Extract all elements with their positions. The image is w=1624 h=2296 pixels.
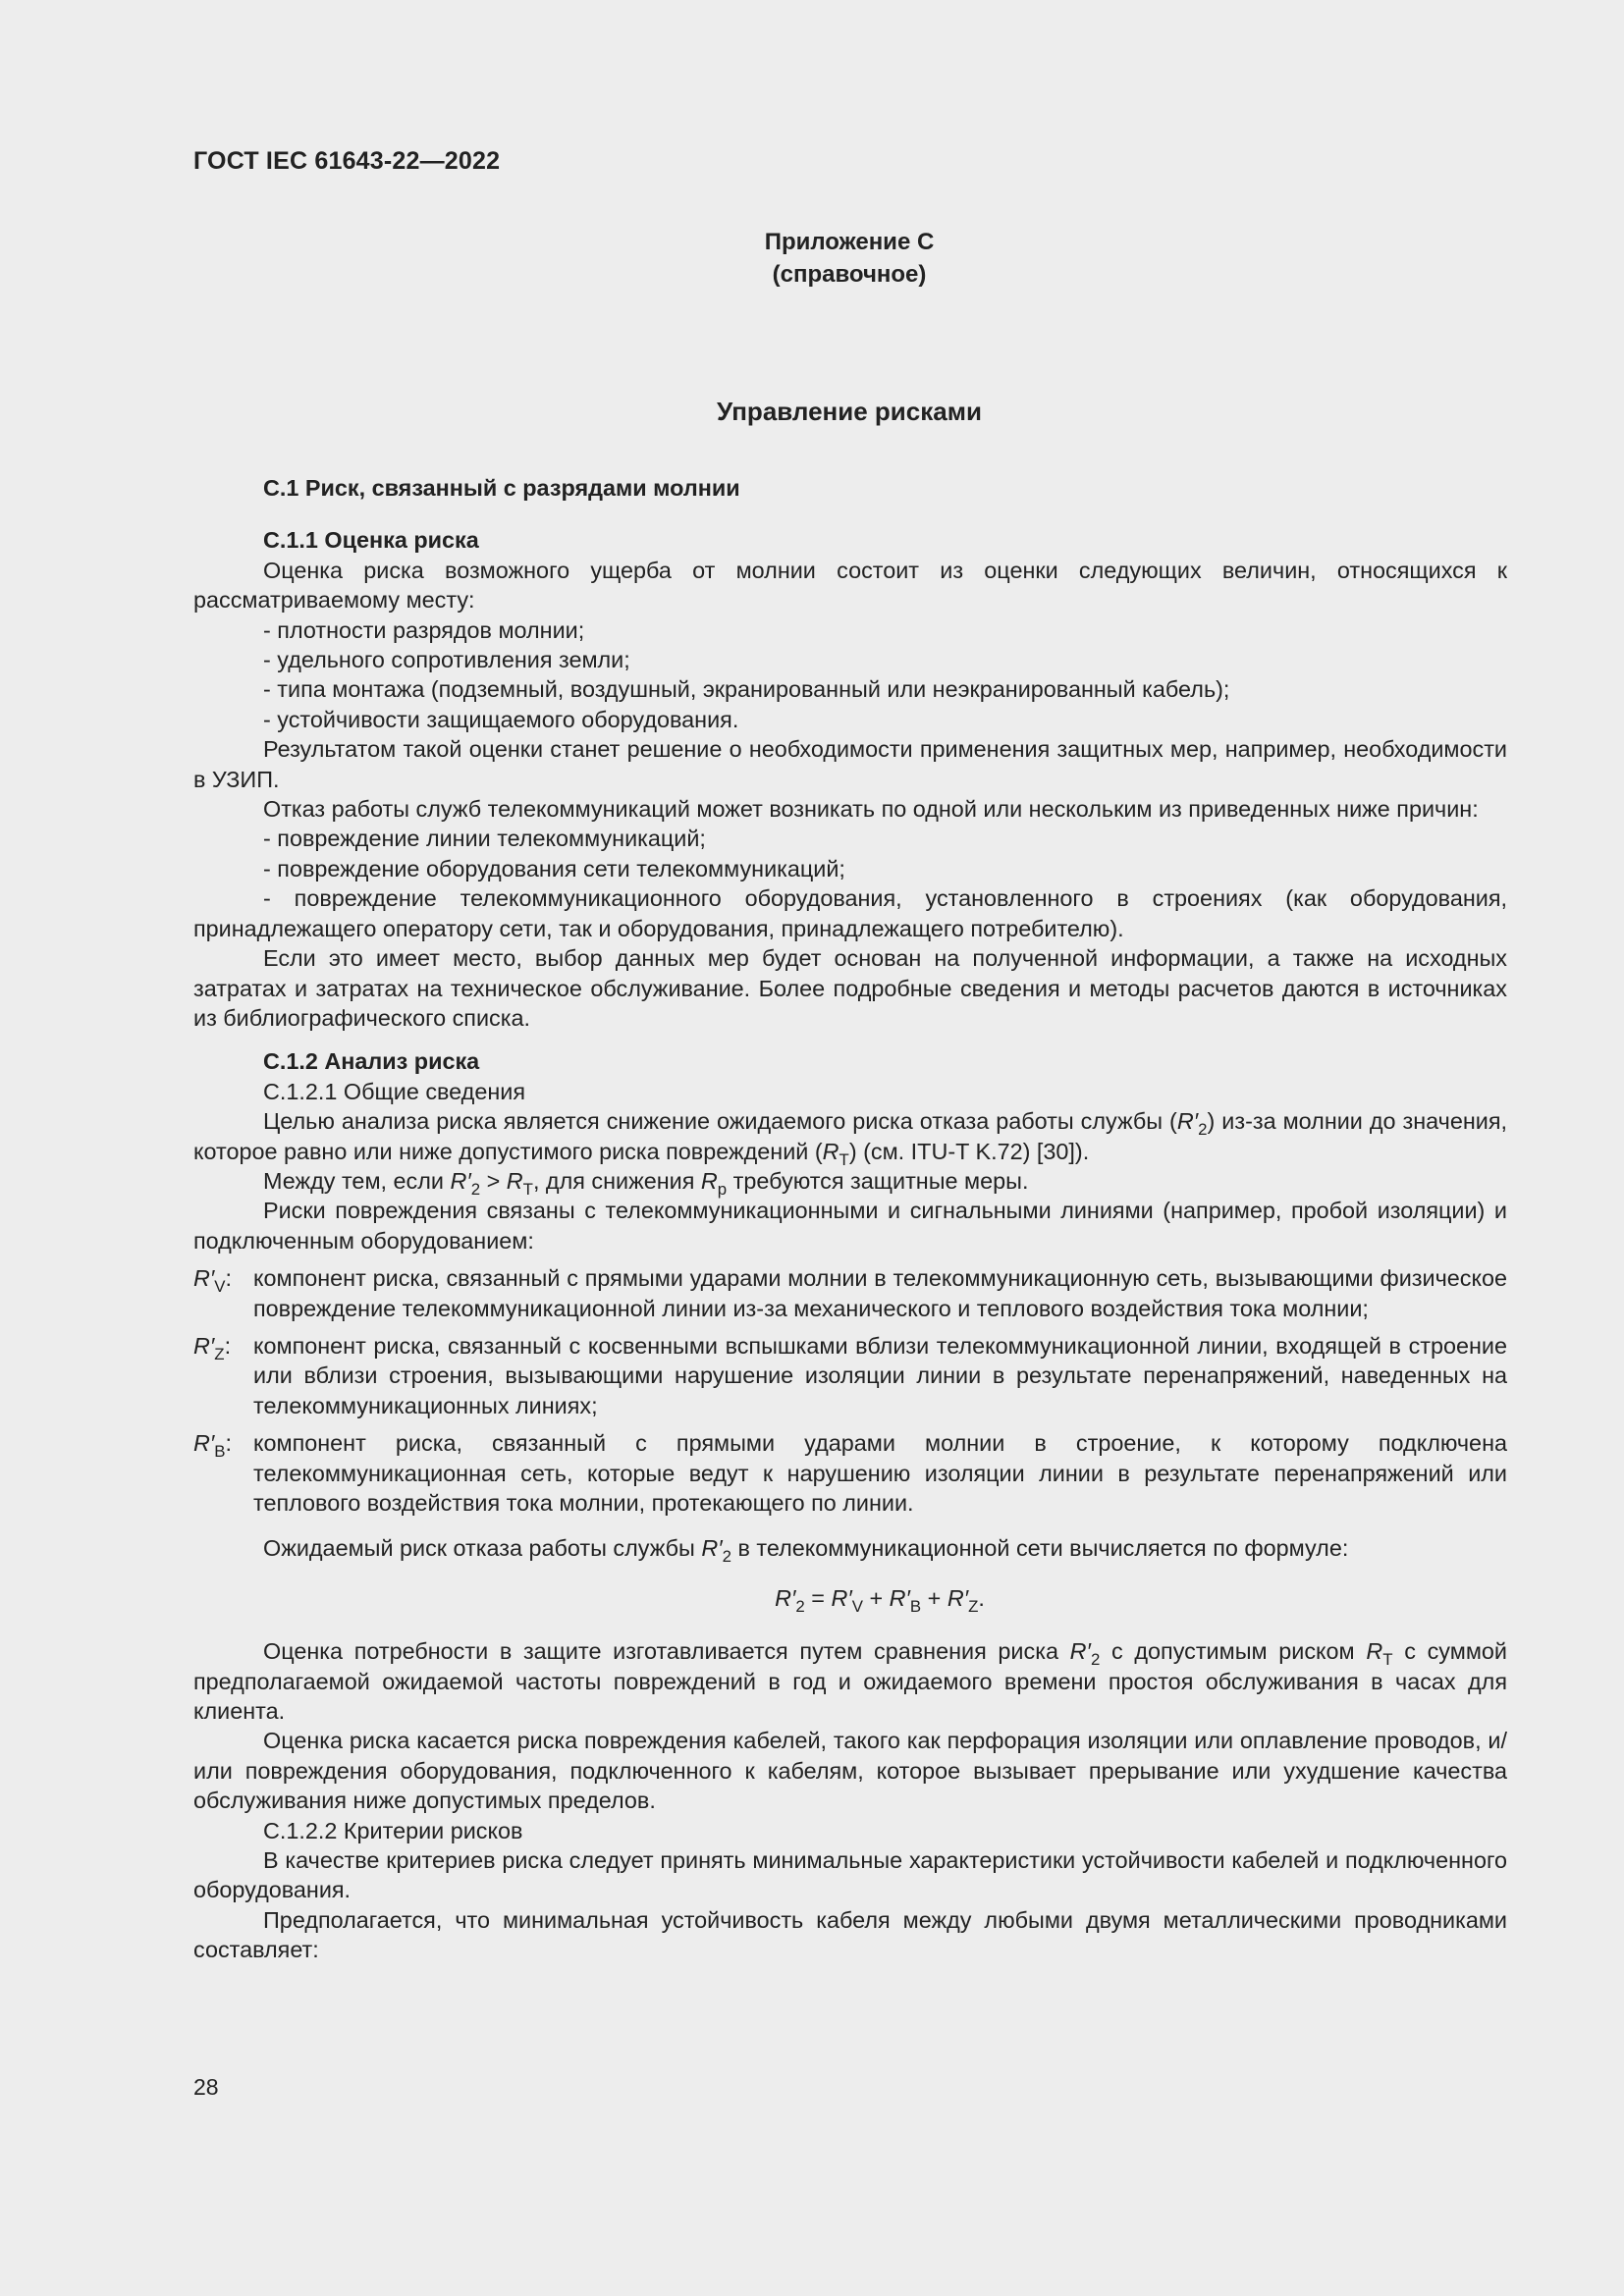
- definition-symbol: $R'_B$:: [193, 1430, 233, 1462]
- list-item: - повреждение телекоммуникационного оборудования, установленного в строениях (как оборудования, принадлежащего оператору сети, так и оборудования, принадлежащего потребителю).: [193, 885, 1507, 941]
- paragraph: Если это имеет место, выбор данных мер будет основан на полученной информации, а также на исходных затратах и затратах на техническое обслуживание. Более подробные сведения и методы расчетов даются в источниках из библиографического списка.: [193, 945, 1507, 1031]
- page-number: 28: [193, 2074, 219, 2100]
- section-c121-title: С.1.2.1 Общие сведения: [263, 1078, 525, 1104]
- list-item: - плотности разрядов молнии;: [263, 616, 585, 643]
- paragraph: Оценка потребности в защите изготавливается путем сравнения риска $R'_2$ с допустимым риском $R_T$ с суммой предполагаемой ожидаемой частоты повреждений в год и ожидаемого времени простоя обслуживания в часах для клиента.: [193, 1638, 1507, 1725]
- paragraph: Результатом такой оценки станет решение о необходимости применения защитных мер, например, необходимости в УЗИП.: [193, 736, 1507, 792]
- annex-label: Приложение С: [764, 229, 935, 255]
- paragraph: Риски повреждения связаны с телекоммуникационными и сигнальными линиями (например, пробой изоляции) и подключенным оборудованием:: [193, 1198, 1507, 1254]
- paragraph: Оценка риска касается риска повреждения кабелей, такого как перфорация изоляции или оплавление проводов, и/или повреждения оборудования, подключенного к кабелям, которое вызывает прерывание или ухудшение качества обслуживания ниже допустимых пределов.: [193, 1728, 1507, 1814]
- paragraph: Предполагается, что минимальная устойчивость кабеля между любыми двумя металлическими проводниками составляет:: [193, 1906, 1507, 1963]
- document-header: ГОСТ IEC 61643-22—2022: [193, 147, 501, 175]
- definition-item: [193, 1428, 1507, 1518]
- definition-text: компонент риска, связанный с прямыми ударами молнии в строение, к которому подключена телекоммуникационная сеть, которые ведут к нарушению изоляции линии в результате перенапряжений или теплового воздействия тока молнии, протекающего по линии.: [253, 1430, 1507, 1516]
- document-body: [193, 473, 1507, 1965]
- section-c11-title: С.1.1 Оценка риска: [263, 527, 479, 554]
- list-item: - типа монтажа (подземный, воздушный, экранированный или неэкранированный кабель);: [263, 676, 1230, 703]
- definition-item: [193, 1331, 1507, 1420]
- paragraph: В качестве критериев риска следует принять минимальные характеристики устойчивости кабелей и подключенного оборудования.: [193, 1847, 1507, 1903]
- definition-symbol: $R'_V$:: [193, 1265, 233, 1297]
- definition-text: компонент риска, связанный с косвенными вспышками вблизи телекоммуникационной линии, входящей в строение или вблизи строения, вызывающими нарушение изоляции линии в результате перенапряжений, наведенных на телекоммуникационных линиях;: [253, 1332, 1507, 1418]
- paragraph: Ожидаемый риск отказа работы службы $R'_2$ в телекоммуникационной сети вычисляется по формуле:: [263, 1535, 1349, 1567]
- paragraph: Целью анализа риска является снижение ожидаемого риска отказа работы службы $(R'_2)$ из-за молнии до значения, которое равно или ниже допустимого риска повреждений $(R_T)$ (см. ITU-T K.72) [30]).: [193, 1108, 1507, 1169]
- paragraph: Оценка риска возможного ущерба от молнии состоит из оценки следующих величин, относящихся к рассматриваемому месту:: [193, 557, 1507, 614]
- paragraph: Отказ работы служб телекоммуникаций может возникать по одной или нескольким из приведенных ниже причин:: [263, 796, 1479, 823]
- list-item: - устойчивости защищаемого оборудования.: [263, 706, 739, 732]
- annex-heading: [0, 226, 1624, 291]
- definition-text: компонент риска, связанный с прямыми ударами молнии в телекоммуникационную сеть, вызывающими физическое повреждение телекоммуникационной линии из-за механического и теплового воздействия тока молнии;: [253, 1265, 1507, 1321]
- definition-symbol: $R'_Z$:: [193, 1332, 232, 1363]
- definition-item: [193, 1263, 1507, 1323]
- section-c122-title: С.1.2.2 Критерии рисков: [263, 1817, 523, 1843]
- risk-formula: $R'_2 = R'_V + R'_B + R'_Z$.: [775, 1584, 985, 1616]
- list-item: - удельного сопротивления земли;: [263, 647, 630, 673]
- list-item: - повреждение оборудования сети телекоммуникаций;: [263, 855, 845, 881]
- annex-title: Управление рисками: [717, 397, 982, 426]
- section-c12-title: С.1.2 Анализ риска: [263, 1048, 480, 1075]
- list-item: - повреждение линии телекоммуникаций;: [263, 826, 706, 852]
- section-c1-title: С.1 Риск, связанный с разрядами молнии: [263, 475, 740, 501]
- paragraph: Между тем, если $R'_2 > R_T$, для снижения $R_p$ требуются защитные меры.: [263, 1167, 1029, 1199]
- annex-type: (справочное): [772, 261, 927, 288]
